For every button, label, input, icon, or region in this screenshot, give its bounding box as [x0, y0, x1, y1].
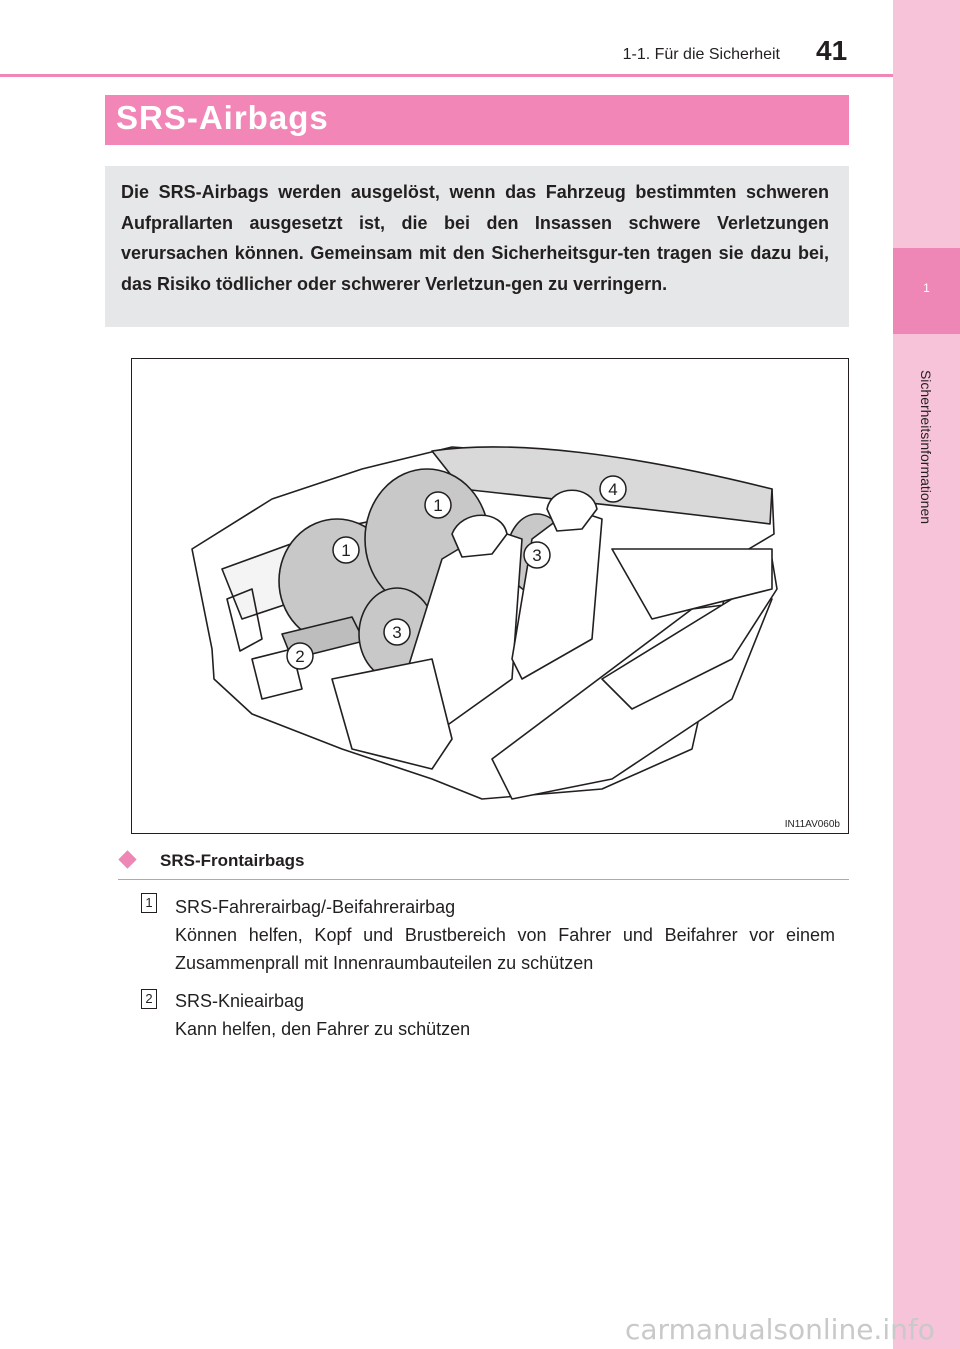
svg-text:2: 2 [295, 647, 305, 666]
svg-text:3: 3 [532, 546, 542, 565]
list-item [175, 987, 835, 1043]
page-number: 41 [816, 35, 848, 66]
section-heading: SRS-Frontairbags [160, 851, 305, 870]
car-interior-drawing [132, 359, 848, 833]
chapter-side-tab [893, 0, 960, 1349]
callout-3-driver-side [384, 619, 410, 645]
item-badge: 2 [141, 989, 157, 1009]
list-item [175, 893, 835, 977]
intro-text: Die SRS-Airbags werden ausgelöst, wenn das Fahrzeug bestimmten schweren Aufprallarten ausgesetzt ist, die bei den Insassen schwere Verletzungen verursachen können. Gemeinsam mit den Sicherheitsgur-ten tragen sie dazu bei, das Risiko tödlicher oder schwerer Verletzun-gen zu verringern. [121, 182, 829, 294]
section-header: 1-1. Für die Sicherheit [622, 46, 780, 63]
svg-text:1: 1 [433, 496, 443, 515]
diamond-bullet-icon [118, 850, 136, 868]
airbag-illustration [131, 358, 849, 834]
svg-text:4: 4 [608, 480, 618, 499]
callout-1-driver [333, 537, 359, 563]
callout-3-passenger-side [524, 542, 550, 568]
item-title: SRS-Knieairbag [175, 991, 305, 1011]
callout-2-knee [287, 643, 313, 669]
callout-4-curtain [600, 476, 626, 502]
site-watermark: carmanualsonline.info [625, 1313, 935, 1346]
svg-text:3: 3 [392, 623, 402, 642]
page-title: SRS-Airbags [116, 99, 329, 136]
svg-text:1: 1 [341, 541, 351, 560]
item-description: Können helfen, Kopf und Brustbereich von Fahrer und Beifahrer vor einem Zusammenprall mit Innenraumbauteilen zu schützen [175, 925, 835, 973]
item-description: Kann helfen, den Fahrer zu schützen [175, 1019, 471, 1039]
chapter-label: Sicherheitsinformationen [918, 369, 934, 525]
item-title: SRS-Fahrerairbag/-Beifahrerairbag [175, 897, 456, 917]
section-divider [118, 879, 849, 880]
item-badge: 1 [141, 893, 157, 913]
header-divider [0, 74, 893, 77]
chapter-number: 1 [923, 281, 930, 295]
figure-code: IN11AV060b [784, 819, 840, 830]
callout-1-passenger [425, 492, 451, 518]
